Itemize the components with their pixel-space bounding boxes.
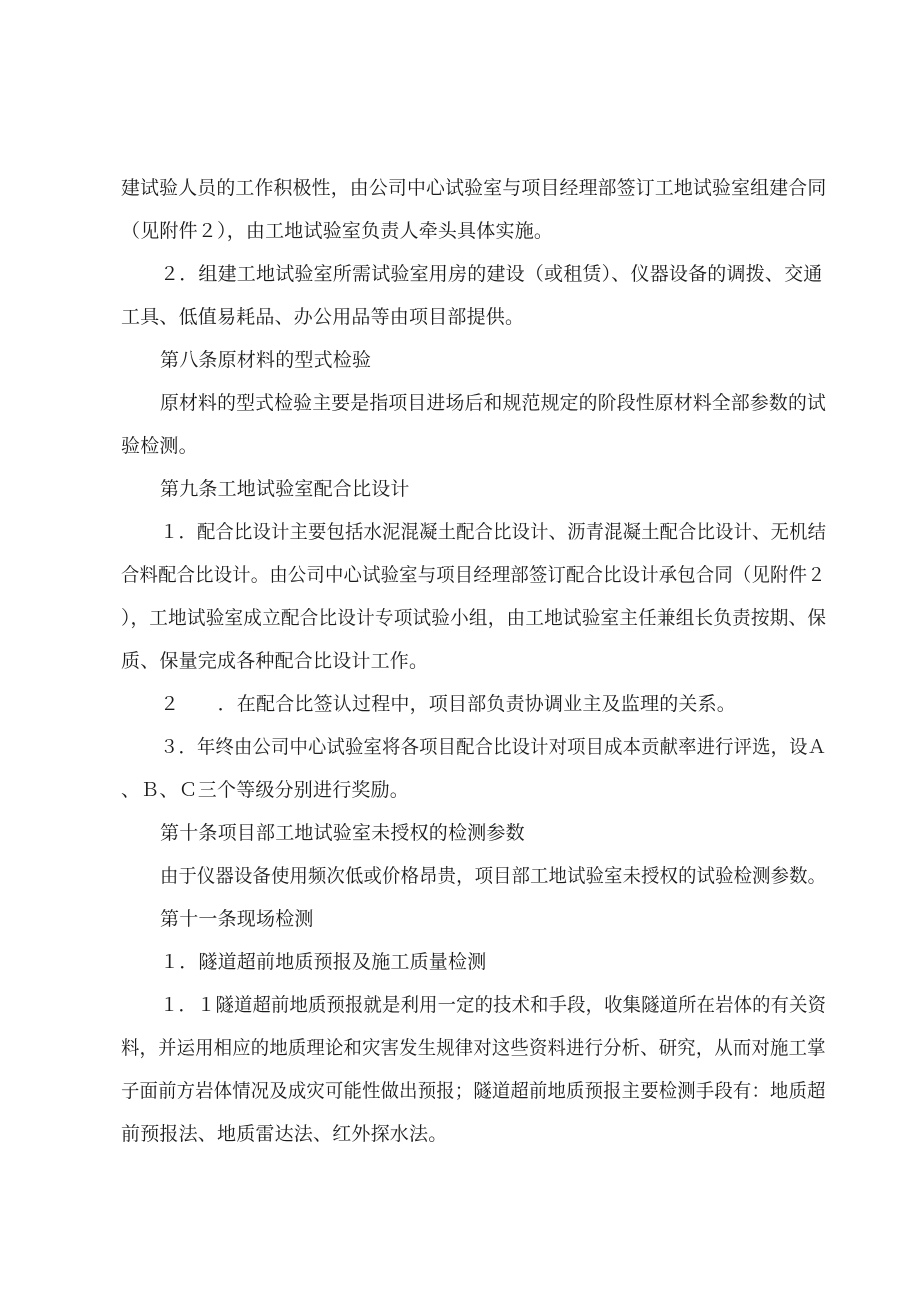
text-line: ２ ．在配合比签认过程中，项目部负责协调业主及监理的关系。 [160, 693, 737, 715]
text-line: 验检测。 [121, 435, 198, 457]
text-line: 工具、低值易耗品、办公用品等由项目部提供。 [121, 306, 525, 328]
text-line: 料，并运用相应的地质理论和灾害发生规律对这些资料进行分析、研究，从而对施工掌 [121, 1037, 826, 1059]
text-line: １．１隧道超前地质预报就是利用一定的技术和手段，收集隧道所在岩体的有关资 [160, 994, 827, 1016]
section-heading: 第八条原材料的型式检验 [160, 349, 372, 371]
text-line: 建试验人员的工作积极性，由公司中心试验室与项目经理部签订工地试验室组建合同 [121, 177, 827, 199]
text-line: 子面前方岩体情况及成灾可能性做出预报；隧道超前地质预报主要检测手段有：地质超 [121, 1080, 826, 1102]
section-heading: 第九条工地试验室配合比设计 [160, 478, 410, 500]
text-line: 质、保量完成各种配合比设计工作。 [121, 650, 429, 672]
text-line: 、Ｂ、Ｃ三个等级分别进行奖励。 [121, 779, 410, 801]
text-line: （见附件２），由工地试验室负责人牵头具体实施。 [121, 220, 554, 242]
text-line: 由于仪器设备使用频次低或价格昂贵，项目部工地试验室未授权的试验检测参数。 [160, 865, 827, 887]
section-heading: 第十条项目部工地试验室未授权的检测参数 [160, 822, 525, 844]
text-line: １．隧道超前地质预报及施工质量检测 [160, 951, 487, 973]
text-line: ３．年终由公司中心试验室将各项目配合比设计对项目成本贡献率进行评选，设Ａ [160, 736, 827, 758]
text-line: １．配合比设计主要包括水泥混凝土配合比设计、沥青混凝土配合比设计、无机结 [160, 521, 827, 543]
text-line: 前预报法、地质雷达法、红外探水法。 [121, 1123, 448, 1145]
text-line: 原材料的型式检验主要是指项目进场后和规范规定的阶段性原材料全部参数的试 [160, 392, 827, 414]
text-line: 合料配合比设计。由公司中心试验室与项目经理部签订配合比设计承包合同（见附件２ [121, 564, 826, 586]
text-line: ），工地试验室成立配合比设计专项试验小组，由工地试验室主任兼组长负责按期、保 [121, 607, 827, 629]
text-line: ２．组建工地试验室所需试验室用房的建设（或租赁）、仪器设备的调拨、交通 [160, 263, 823, 285]
section-heading: 第十一条现场检测 [160, 908, 314, 930]
